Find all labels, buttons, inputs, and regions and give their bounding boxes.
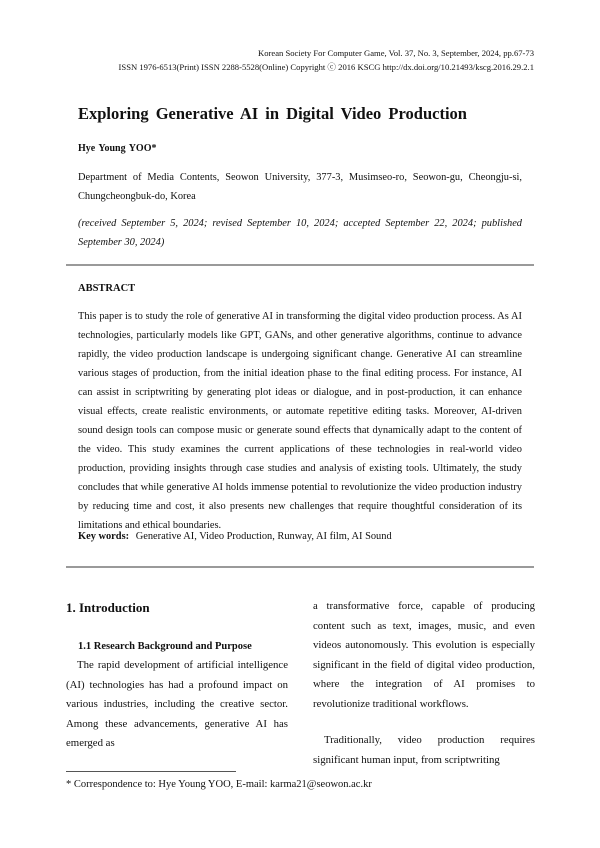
paper-title: Exploring Generative AI in Digital Video Production	[78, 104, 467, 123]
intro-left-column-paragraph: The rapid development of artificial intelligence (AI) technologies has had a profound impact on various industries, including the creative sector. Among these advancements, generative AI has emerged as	[66, 659, 288, 750]
abstract-heading: ABSTRACT	[78, 283, 136, 294]
intro-right-column-paragraph-1: a transformative force, capable of producing content such as text, images, music, and even videos autonomously. This evolution is especially significant in the field of digital video production, where the integration of AI promises to revolutionize traditional workflows.	[313, 600, 535, 710]
author-affiliation: Department of Media Contents, Seowon University, 377-3, Musimseo-ro, Seowon-gu, Cheongju-si, Chungcheongbuk-do, Korea	[78, 172, 522, 202]
issn-copyright-line: ISSN 1976-6513(Print) ISSN 2288-5528(Online) Copyright ⓒ 2016 KSCG http://dx.doi.org/10.21493/kscg.2016.29.2.1	[118, 62, 534, 72]
footnote-rule	[66, 771, 236, 772]
intro-right-column-paragraph-2: Traditionally, video production requires significant human input, from scriptwriting	[313, 734, 535, 766]
journal-citation-line: Korean Society For Computer Game, Vol. 37, No. 3, September, 2024, pp.67-73	[258, 48, 534, 58]
correspondence-footnote: * Correspondence to: Hye Young YOO, E-mail: karma21@seowon.ac.kr	[66, 779, 372, 790]
abstract-top-rule	[66, 264, 534, 266]
author-name: Hye Young YOO*	[78, 143, 157, 154]
keywords-list: Generative AI, Video Production, Runway, AI film, AI Sound	[135, 531, 392, 542]
subsection-heading-background: 1.1 Research Background and Purpose	[78, 641, 252, 652]
section-heading-introduction: 1. Introduction	[66, 600, 150, 615]
abstract-body: This paper is to study the role of generative AI in transforming the digital video production process. As AI technologies, particularly models like GPT, GANs, and other generative algorithms, continue to advance rapidly, the video production landscape is undergoing significant change. Generative AI can streamline various stages of production, from the initial ideation phase to the final editing process. For instance, AI can assist in scriptwriting by generating plot ideas or dialogue, and in post-production, it can enhance visual effects, create realistic environments, or automate repetitive editing tasks. Moreover, AI-driven sound design tools can compose music or generate sound effects that dynamically adapt to the content of the video. This study examines the current applications of these technologies in real-world video production, providing insights through case studies and analysis of existing tools. Ultimately, the study concludes that while generative AI holds immense potential to revolutionize the video production industry by reducing time and cost, it also presents new challenges that require thoughtful consideration of its limitations and ethical boundaries.	[78, 311, 522, 531]
keywords-line	[78, 531, 392, 542]
publication-dates: (received September 5, 2024; revised September 10, 2024; accepted September 22, 2024; published September 30, 2024)	[78, 218, 522, 248]
keywords-label: Key words:	[78, 531, 130, 542]
abstract-bottom-rule	[66, 566, 534, 568]
